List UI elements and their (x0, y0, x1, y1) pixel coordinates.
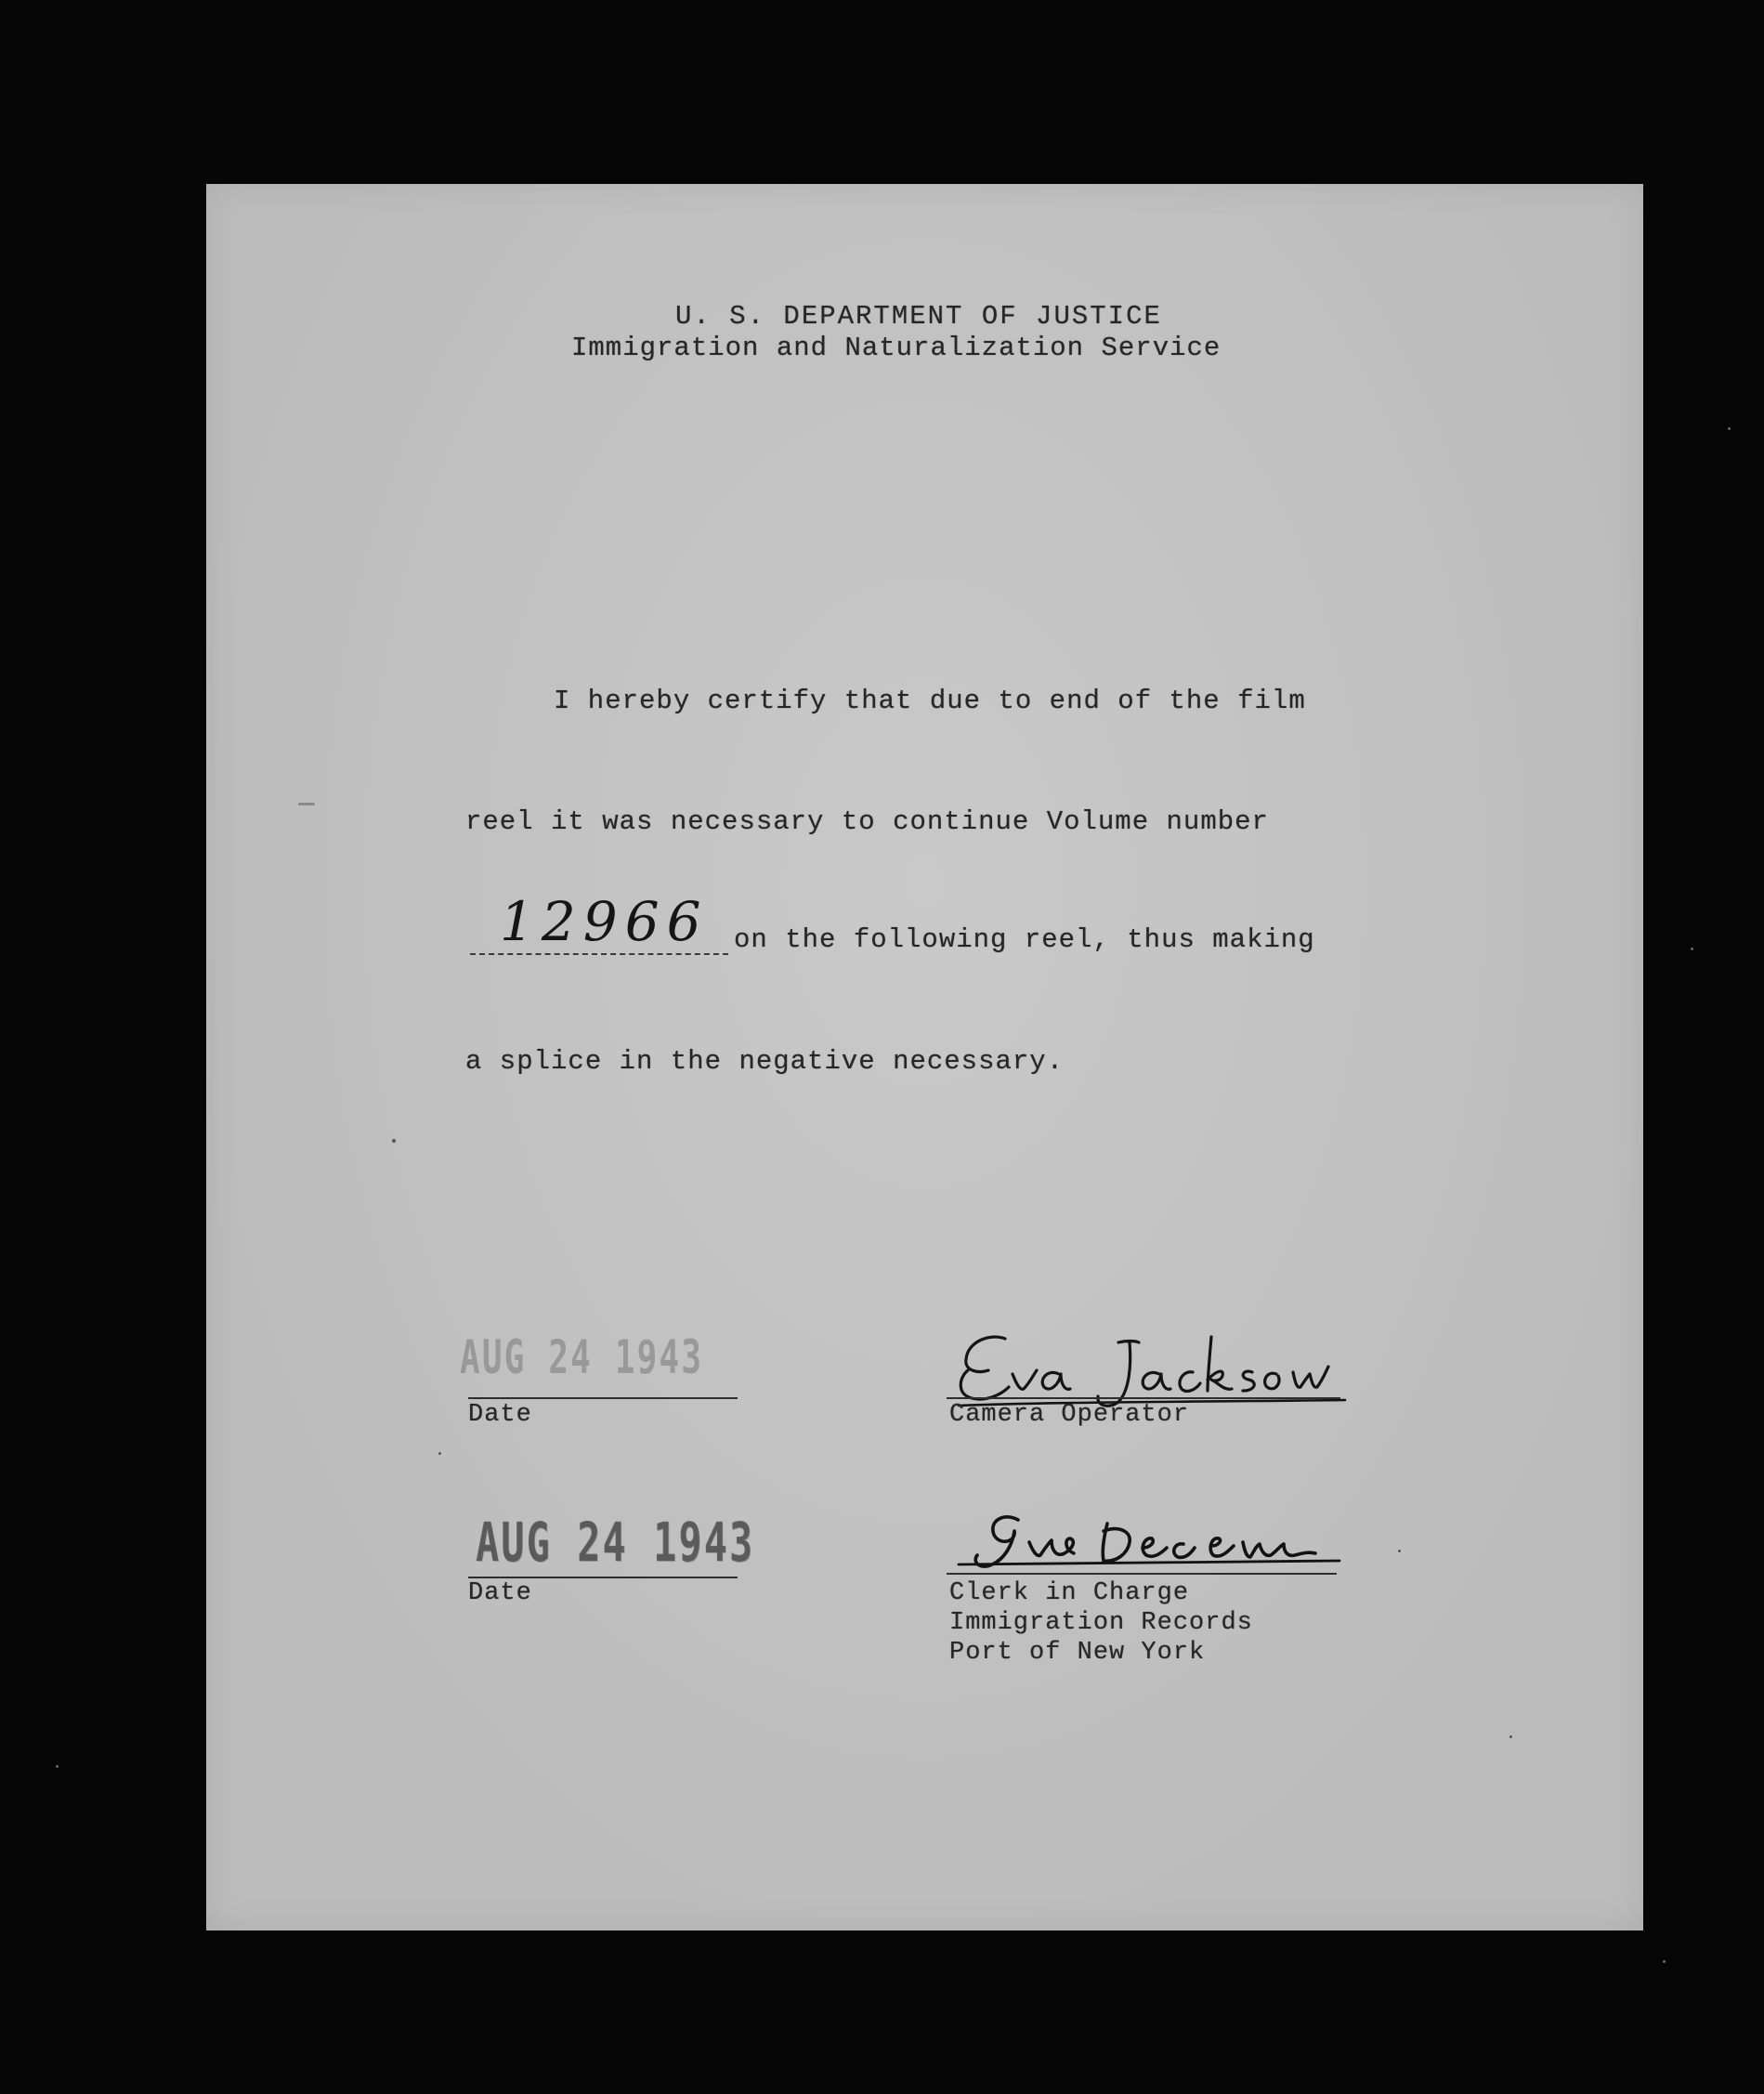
clerk-line (947, 1573, 1337, 1575)
clerk-title-line-1: Clerk in Charge (949, 1579, 1190, 1607)
volume-number-handwritten: 12966 (500, 890, 709, 953)
date-stamp-1: AUG 24 1943 (460, 1330, 704, 1384)
certification-line-3: on the following reel, thus making (734, 924, 1315, 955)
film-speck (1728, 427, 1731, 430)
film-speck (56, 1765, 59, 1768)
paper-blemish (298, 803, 315, 805)
certification-line-2: reel it was necessary to continue Volume number (465, 806, 1269, 837)
date-line-1 (468, 1397, 738, 1399)
clerk-title-line-2: Immigration Records (949, 1609, 1253, 1637)
paper-blemish (1509, 1735, 1512, 1738)
date-label-1: Date (468, 1401, 532, 1429)
certification-line-1: I hereby certify that due to end of the film (554, 686, 1306, 716)
camera-operator-line (947, 1397, 1340, 1399)
film-speck (1691, 948, 1693, 950)
clerk-title-line-3: Port of New York (949, 1639, 1206, 1667)
date-line-2 (468, 1577, 738, 1578)
volume-number-field (470, 890, 728, 955)
department-heading: U. S. DEPARTMENT OF JUSTICE (675, 301, 1162, 332)
paper-blemish (392, 1139, 396, 1143)
service-heading: Immigration and Naturalization Service (571, 333, 1222, 363)
date-label-2: Date (468, 1579, 532, 1607)
paper-blemish (1398, 1550, 1401, 1552)
certification-line-4: a splice in the negative necessary. (465, 1046, 1065, 1077)
paper-blemish (438, 1452, 441, 1455)
film-speck (1663, 1960, 1666, 1963)
document-page (206, 184, 1643, 1930)
camera-operator-title: Camera Operator (949, 1401, 1190, 1429)
date-stamp-2: AUG 24 1943 (476, 1511, 755, 1574)
camera-operator-signature (940, 1313, 1349, 1415)
